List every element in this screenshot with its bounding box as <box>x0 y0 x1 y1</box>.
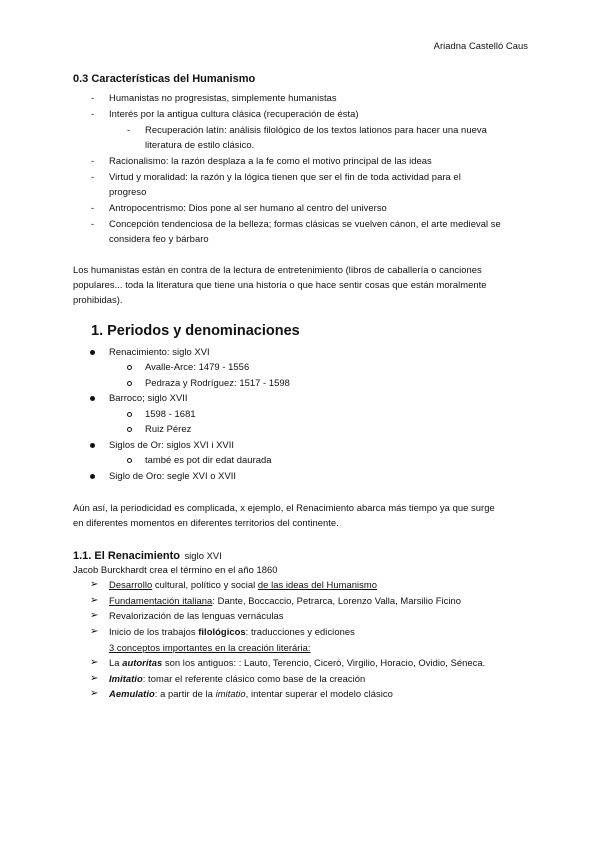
list-item: Ruiz Pérez <box>145 423 192 434</box>
bold-text: filológicos <box>198 626 246 637</box>
section-title-03: 0.3 Características del Humanismo <box>73 73 256 85</box>
list-item: també es pot dir edat daurada <box>145 454 272 465</box>
arrow-bullet-icon: ➢ <box>90 673 99 684</box>
list-item <box>109 686 393 701</box>
bullet-icon <box>90 443 95 448</box>
paragraph-line: Aún así, la periodicidad es complicada, x ejemplo, el Renacimiento abarca más tiempo ya que surge <box>73 502 495 513</box>
bullet-icon <box>90 474 95 479</box>
circle-bullet-icon <box>127 365 132 370</box>
list-item: Pedraza y Rodríguez: 1517 - 1598 <box>145 377 290 388</box>
text-run: : a partir de la <box>154 688 216 699</box>
underlined-text: de las ideas del Humanismo <box>257 579 377 590</box>
list-item: Antropocentrismo: Dios pone al ser humano al centro del universo <box>109 202 387 213</box>
paragraph-line: populares... toda la literatura que tiene una historia o que hace sentir cosas que están moralmente <box>73 279 487 290</box>
underlined-text: Desarrollo <box>109 579 153 590</box>
text-run: son los antiguos: : Lauto, Terencio, Ciceró, Virgilio, Horacio, Ovidio, Séneca. <box>162 657 486 668</box>
arrow-bullet-icon: ➢ <box>90 595 99 606</box>
list-item-continuation: literatura de estilo clásico. <box>145 139 255 150</box>
text-run: : tomar el referente clásico como base de la creación <box>142 673 366 684</box>
dash-marker: - <box>91 92 95 103</box>
list-item: Siglos de Or: siglos XVI i XVII <box>109 439 235 450</box>
circle-bullet-icon <box>127 381 132 386</box>
list-item <box>109 593 461 608</box>
dash-marker: - <box>91 218 95 229</box>
intro-line: Jacob Burckhardt crea el término en el año 1860 <box>73 564 278 575</box>
arrow-bullet-icon: ➢ <box>90 579 99 590</box>
bold-italic-text: autoritas <box>122 657 163 668</box>
list-item-continuation: considera feo y bárbaro <box>109 233 209 244</box>
text-run: Inicio de los trabajos <box>109 626 199 637</box>
dash-marker: - <box>91 202 95 213</box>
italic-text: imitatio <box>215 688 246 699</box>
list-item-continuation: progreso <box>109 186 147 197</box>
list-item: Revalorización de las lenguas vernáculas <box>109 610 284 621</box>
circle-bullet-icon <box>127 412 132 417</box>
dash-marker: - <box>91 171 95 182</box>
list-item: Virtud y moralidad: la razón y la lógica tienen que ser el fin de toda actividad para el <box>109 171 461 182</box>
dash-marker: - <box>127 124 131 135</box>
paragraph-line: Los humanistas están en contra de la lectura de entretenimiento (libros de caballería o canciones <box>73 264 482 275</box>
circle-bullet-icon <box>127 458 132 463</box>
dash-marker: - <box>91 108 95 119</box>
list-item: Renacimiento: siglo XVI <box>109 346 210 357</box>
arrow-bullet-icon: ➢ <box>90 610 99 621</box>
section-title-1: 1. Periodos y denominaciones <box>91 323 300 339</box>
text-run: , intentar superar el modelo clásico <box>245 688 393 699</box>
arrow-bullet-icon: ➢ <box>90 657 99 668</box>
bullet-icon <box>90 350 95 355</box>
list-item: Racionalismo: la razón desplaza a la fe como el motivo principal de las ideas <box>109 155 432 166</box>
dash-marker: - <box>91 155 95 166</box>
circle-bullet-icon <box>127 427 132 432</box>
list-item <box>109 655 485 670</box>
paragraph-line: prohibidas). <box>73 294 123 305</box>
list-item: 1598 - 1681 <box>145 408 196 419</box>
list-item: Interés por la antigua cultura clásica (recuperación de ésta) <box>109 108 359 119</box>
text-run: La <box>109 657 123 668</box>
section-title-suffix: siglo XVI <box>184 550 222 561</box>
author-header: Ariadna Castelló Caus <box>433 40 528 51</box>
list-item: Humanistas no progresistas, simplemente humanistas <box>109 92 337 103</box>
list-item: Avalle-Arce: 1479 - 1556 <box>145 361 250 372</box>
list-item <box>109 624 355 639</box>
arrow-bullet-icon: ➢ <box>90 688 99 699</box>
arrow-bullet-icon: ➢ <box>90 626 99 637</box>
bold-italic-text: Imitatio <box>109 673 143 684</box>
list-item-subheading: 3 conceptos importantes en la creación literária: <box>109 642 311 653</box>
list-item: Concepción tendenciosa de la belleza; formas clásicas se vuelven cánon, el arte medieval se <box>109 218 501 229</box>
text-run: : Dante, Boccaccio, Petrarca, Lorenzo Valla, Marsilio Ficino <box>212 595 462 606</box>
list-item: Siglo de Oro: segle XVI o XVII <box>109 470 237 481</box>
list-item <box>109 671 365 686</box>
text-run: : traducciones y ediciones <box>245 626 355 637</box>
list-item: Barroco; siglo XVII <box>109 392 188 403</box>
paragraph-line: en diferentes momentos en diferentes territorios del continente. <box>73 517 339 528</box>
list-item <box>109 577 377 592</box>
list-item: Recuperación latín: análisis filológico de los textos lationos para hacer una nueva <box>145 124 487 135</box>
underlined-text: Fundamentación italiana <box>109 595 213 606</box>
bullet-icon <box>90 396 95 401</box>
bold-italic-text: Aemulatio <box>109 688 155 699</box>
text-run: cultural, político y social <box>152 579 258 590</box>
section-title-11: 1.1. El Renacimiento <box>73 550 180 562</box>
